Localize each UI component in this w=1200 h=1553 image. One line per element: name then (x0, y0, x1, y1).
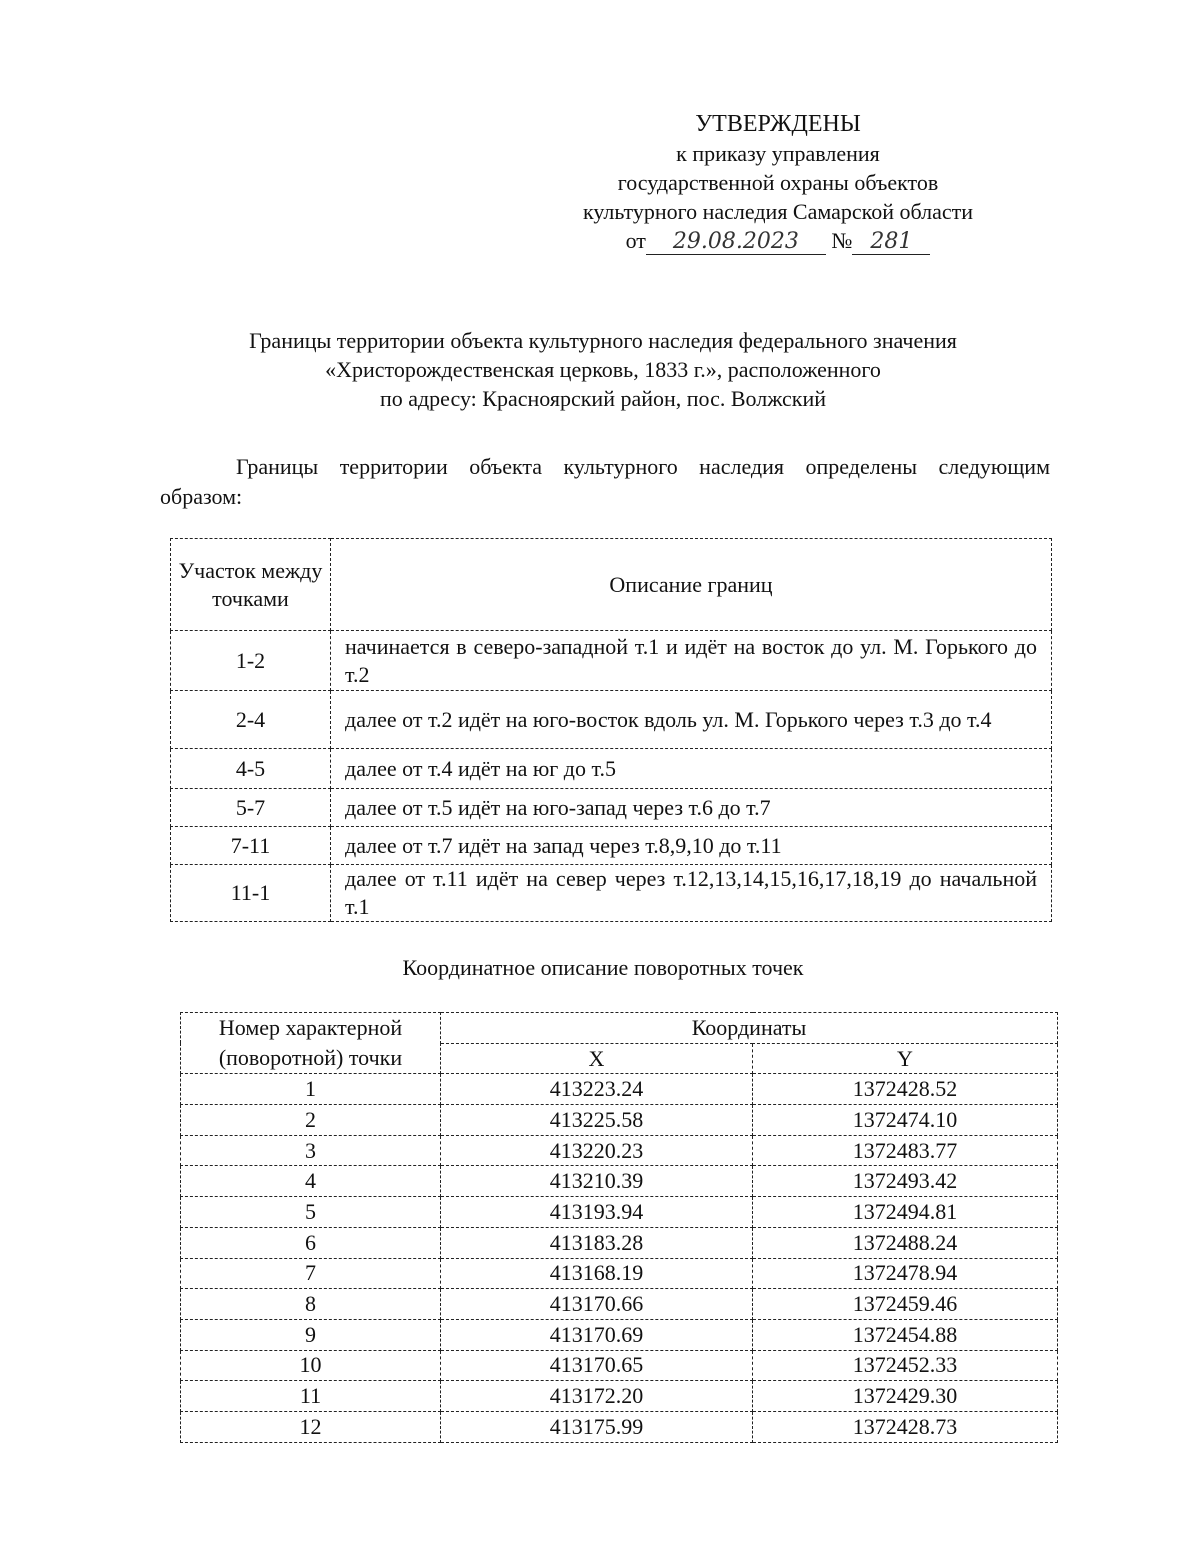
point-cell: 12 (181, 1411, 441, 1442)
table-row (181, 1411, 1058, 1442)
table-row (181, 1105, 1058, 1136)
title-line: «Христорождественская церковь, 1833 г.», расположенного (325, 357, 881, 382)
y-cell: 1372428.73 (753, 1411, 1058, 1442)
table-row (181, 1289, 1058, 1320)
segment-cell: 11-1 (171, 865, 331, 922)
description-cell: далее от т.11 идёт на север через т.12,13,14,15,16,17,18,19 до начальной т.1 (331, 865, 1052, 922)
y-cell: 1372429.30 (753, 1381, 1058, 1412)
approval-line: государственной охраны объектов (617, 170, 939, 195)
table-row (181, 1258, 1058, 1289)
point-cell: 8 (181, 1289, 441, 1320)
approval-line: к приказу управления (676, 141, 880, 166)
date-prefix: от (625, 228, 646, 253)
description-cell: далее от т.7 идёт на запад через т.8,9,10 до т.11 (331, 827, 1052, 865)
y-cell: 1372459.46 (753, 1289, 1058, 1320)
y-cell: 1372452.33 (753, 1350, 1058, 1381)
intro-paragraph: Границы территории объекта культурного наследия определены следующим образом: (160, 454, 1050, 509)
x-cell: 413170.65 (441, 1350, 753, 1381)
y-cell: 1372483.77 (753, 1135, 1058, 1166)
y-cell: 1372494.81 (753, 1197, 1058, 1228)
x-cell: 413170.66 (441, 1289, 753, 1320)
x-cell: 413210.39 (441, 1166, 753, 1197)
x-cell: 413183.28 (441, 1227, 753, 1258)
description-cell: далее от т.2 идёт на юго-восток вдоль ул. М. Горького через т.3 до т.4 (331, 691, 1052, 749)
x-cell: 413220.23 (441, 1135, 753, 1166)
point-cell: 2 (181, 1105, 441, 1136)
table-row (181, 1074, 1058, 1105)
point-cell: 10 (181, 1350, 441, 1381)
segment-cell: 2-4 (171, 691, 331, 749)
table-row (181, 1166, 1058, 1197)
approval-block (520, 110, 1036, 255)
table-row (181, 1319, 1058, 1350)
x-cell: 413168.19 (441, 1258, 753, 1289)
header-description: Описание границ (331, 539, 1052, 631)
number-prefix: № (831, 228, 853, 253)
x-cell: 413223.24 (441, 1074, 753, 1105)
point-cell: 1 (181, 1074, 441, 1105)
x-cell: 413175.99 (441, 1411, 753, 1442)
table-row (181, 1135, 1058, 1166)
header-x: X (441, 1043, 753, 1074)
point-cell: 9 (181, 1319, 441, 1350)
handwritten-date: 29.08.2023 (646, 230, 826, 255)
header-segment: Участок между точками (171, 539, 331, 631)
table-row (181, 1197, 1058, 1228)
table-row (181, 1381, 1058, 1412)
description-cell: далее от т.4 идёт на юг до т.5 (331, 749, 1052, 789)
description-cell: далее от т.5 идёт на юго-запад через т.6 до т.7 (331, 789, 1052, 827)
header-point: Номер характерной (поворотной) точки (181, 1013, 441, 1074)
y-cell: 1372493.42 (753, 1166, 1058, 1197)
header-coords: Координаты (441, 1013, 1058, 1044)
coordinates-table (180, 1012, 1058, 1443)
title-line: по адресу: Красноярский район, пос. Волжский (379, 386, 827, 411)
title-line: Границы территории объекта культурного наследия федерального значения (249, 328, 957, 353)
segment-cell: 4-5 (171, 749, 331, 789)
y-cell: 1372428.52 (753, 1074, 1058, 1105)
table-row (181, 1227, 1058, 1258)
coords-section-title: Координатное описание поворотных точек (402, 955, 804, 980)
segment-cell: 1-2 (171, 631, 331, 691)
y-cell: 1372488.24 (753, 1227, 1058, 1258)
segment-cell: 7-11 (171, 827, 331, 865)
description-cell: начинается в северо-западной т.1 и идёт на восток до ул. М. Горького до т.2 (331, 631, 1052, 691)
approval-heading: УТВЕРЖДЕНЫ (695, 111, 861, 137)
header-y: Y (753, 1043, 1058, 1074)
point-cell: 11 (181, 1381, 441, 1412)
point-cell: 6 (181, 1227, 441, 1258)
boundaries-table (170, 538, 1052, 922)
x-cell: 413172.20 (441, 1381, 753, 1412)
point-cell: 4 (181, 1166, 441, 1197)
y-cell: 1372478.94 (753, 1258, 1058, 1289)
x-cell: 413193.94 (441, 1197, 753, 1228)
point-cell: 7 (181, 1258, 441, 1289)
handwritten-number: 281 (852, 230, 930, 255)
y-cell: 1372474.10 (753, 1105, 1058, 1136)
table-row (181, 1350, 1058, 1381)
segment-cell: 5-7 (171, 789, 331, 827)
point-cell: 3 (181, 1135, 441, 1166)
approval-line: культурного наследия Самарской области (582, 199, 974, 224)
point-cell: 5 (181, 1197, 441, 1228)
y-cell: 1372454.88 (753, 1319, 1058, 1350)
approval-date-line (520, 226, 1036, 255)
x-cell: 413225.58 (441, 1105, 753, 1136)
x-cell: 413170.69 (441, 1319, 753, 1350)
document-title (150, 326, 1056, 413)
